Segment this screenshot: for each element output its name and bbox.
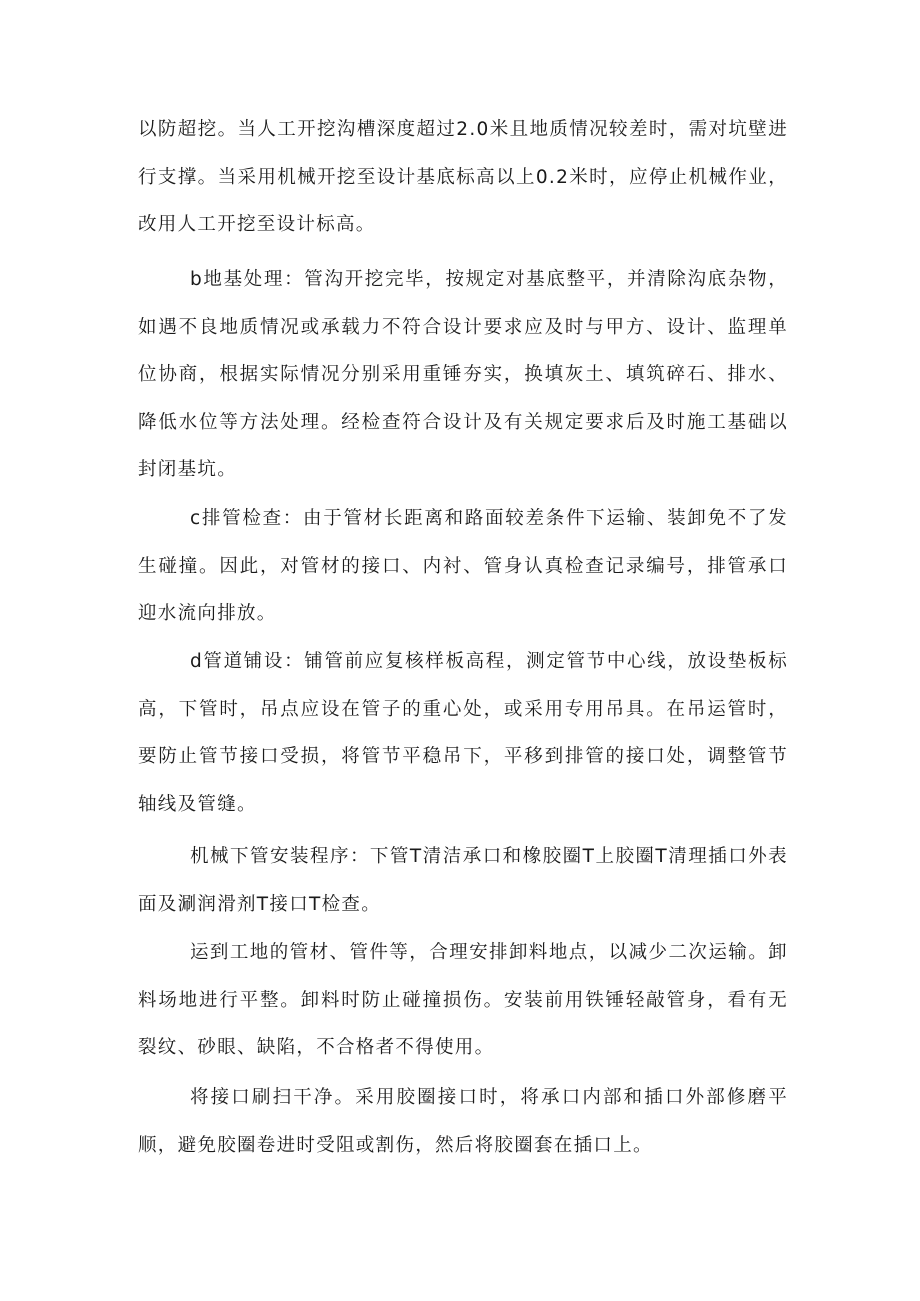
paragraph-unloading: 运到工地的管材、管件等，合理安排卸料地点，以减少二次运输。卸料场地进行平整。卸料时防止碰撞损伤。安装前用铁锤轻敲管身，看有无裂纹、砂眼、缺陷，不合格者不得使用。 [138, 942, 788, 1058]
paragraph-mechanical-installation-procedure: 机械下管安装程序：下管T清洁承口和橡胶圈T上胶圈T清理插口外表面及涮润滑剂T接口T检查。 [138, 846, 788, 915]
paragraph-pipe-inspection: c排管检查：由于管材长距离和路面较差条件下运输、装卸免不了发生碰撞。因此，对管材的接口、内衬、管身认真检查记录编号，排管承口迎水流向排放。 [138, 508, 788, 624]
paragraph-excavation-continued: 以防超挖。当人工开挖沟槽深度超过2.0米且地质情况较差时，需对坑壁进行支撑。当采用机械开挖至设计基底标高以上0.2米时，应停止机械作业，改用人工开挖至设计标高。 [138, 119, 788, 235]
paragraph-pipe-laying: d管道铺设：铺管前应复核样板高程，测定管节中心线，放设垫板标高，下管时，吊点应设在管子的重心处，或采用专用吊具。在吊运管时，要防止管节接口受损，将管节平稳吊下，平移到排管的接口处，调整管节轴线及管缝。 [138, 651, 788, 815]
paragraph-joint-cleaning: 将接口刷扫干净。采用胶圈接口时，将承口内部和插口外部修磨平顺，避免胶圈卷进时受阻或割伤，然后将胶圈套在插口上。 [138, 1087, 788, 1156]
paragraph-foundation-treatment: b地基处理：管沟开挖完毕，按规定对基底整平，并清除沟底杂物，如遇不良地质情况或承载力不符合设计要求应及时与甲方、设计、监理单位协商，根据实际情况分别采用重锤夯实，换填灰土、填筑碎石、排水、降低水位等方法处理。经检查符合设计及有关规定要求后及时施工基础以封闭基坑。 [138, 269, 788, 480]
